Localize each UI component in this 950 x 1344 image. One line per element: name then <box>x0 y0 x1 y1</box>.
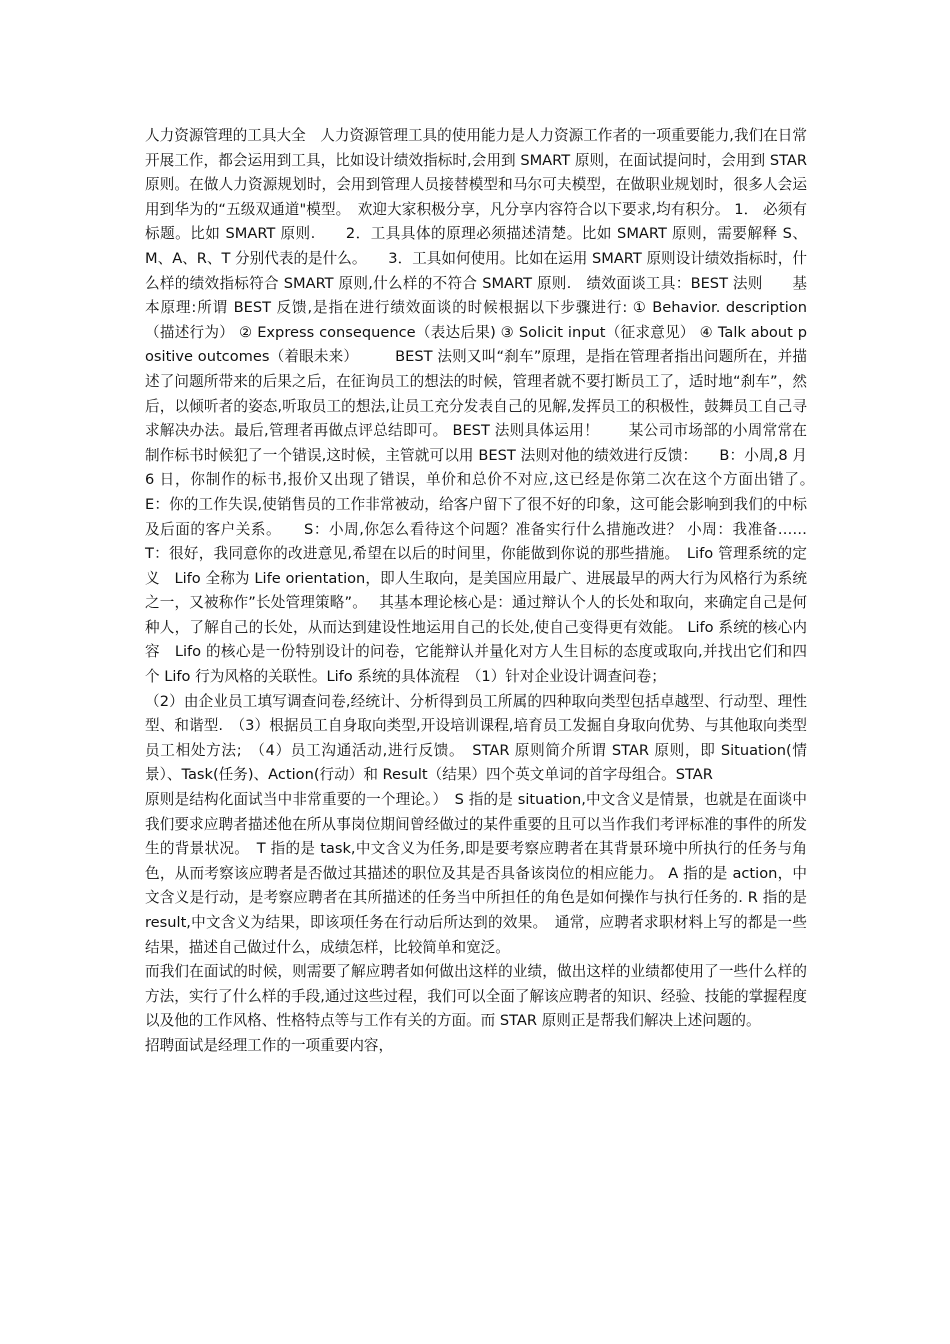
paragraph-3: 原则是结构化面试当中非常重要的一个理论。） S 指的是 situation,中文含义是情景，也就是在面谈中我们要求应聘者描述他在所从事岗位期间曾经做过的某件重要的且可以当作我们考评标准的事件的所发生的背景状况。 T 指的是 task,中文含义为任务,即是要考察应聘者在其背景环境中所执行的任务与角色，从而考察该应聘者是否做过其描述的职位及其是否具备该岗位的相应能力。 A 指的是 action，中文含义是行动，是考察应聘者在其所描述的任务当中所担任的角色是如何操作与执行任务的. R 指的是 result,中文含义为结果，即该项任务在行动后所达到的效果。 通常，应聘者求职材料上写的都是一些结果，描述自己做过什么，成绩怎样，比较简单和宽泛。 <box>145 791 807 956</box>
paragraph-5: 招聘面试是经理工作的一项重要内容， <box>145 1036 394 1054</box>
document-body <box>145 124 837 1059</box>
paragraph-2: （2）由企业员工填写调查问卷,经统计、分析得到员工所属的四种取向类型包括卓越型、行动型、理性型、和谐型. （3）根据员工自身取向类型,开设培训课程,培育员工发掘自身取向优势、与其他取向类型员工相处方法; （4）员工沟通活动,进行反馈。 STAR 原则简介所谓 STAR 原则，即 Situation(情景）、Task(任务)、Action(行动）和 Result（结果）四个英文单词的首字母组合。STAR <box>145 692 807 784</box>
paragraph-1: 人力资源管理的工具大全 人力资源管理工具的使用能力是人力资源工作者的一项重要能力,我们在日常开展工作，都会运用到工具，比如设计绩效指标时,会用到 SMART 原则，在面试提问时，会用到 STAR 原则。在做人力资源规划时，会用到管理人员接替模型和马尔可夫模型，在做职业规划时，很多人会运用到华为的“五级双通道"模型。 欢迎大家积极分享，凡分享内容符合以下要求,均有积分。 1． 必须有标题。比如 SMART 原则. 2．工具具体的原理必须描述清楚。比如 SMART 原则，需要解释 S、M、A、R、T 分别代表的是什么。 3．工具如何使用。比如在运用 SMART 原则设计绩效指标时，什么样的绩效指标符合 SMART 原则,什么样的不符合 SMART 原则. 绩效面谈工具：BEST 法则 基本原理:所谓 BEST 反馈,是指在进行绩效面谈的时候根据以下步骤进行: ① Behavior. description （描述行为） ② Express consequence（表达后果) ③ Solicit input（征求意见） ④ Talk about positive outcomes（着眼未来） BEST 法则又叫“刹车”原理，是指在管理者指出问题所在，并描述了问题所带来的后果之后，在征询员工的想法的时候，管理者就不要打断员工了，适时地“刹车”，然后，以倾听者的姿态,听取员工的想法,让员工充分发表自己的见解,发挥员工的积极性，鼓舞员工自己寻求解决办法。最后,管理者再做点评总结即可。 BEST 法则具体运用！ 某公司市场部的小周常常在制作标书时候犯了一个错误,这时候，主管就可以用 BEST 法则对他的绩效进行反馈： B：小周,8 月 6 日，你制作的标书,报价又出现了错误，单价和总价不对应,这已经是你第二次在这个方面出错了。 E：你的工作失误,使销售员的工作非常被动，给客户留下了很不好的印象，这可能会影响到我们的中标及后面的客户关系。 S：小周,你怎么看待这个问题？准备实行什么措施改进？ 小周：我准备…… T：很好，我同意你的改进意见,希望在以后的时间里，你能做到你说的那些措施。 Lifo 管理系统的定义 Lifo 全称为 Life orientation，即人生取向，是美国应用最广、进展最早的两大行为风格行为系统之一，又被称作”长处管理策略”。 其基本理论核心是：通过辩认个人的长处和取向，来确定自己是何种人，了解自己的长处，从而达到建设性地运用自己的长处,使自己变得更有效能。 Lifo 系统的核心内容 Lifo 的核心是一份特别设计的问卷，它能辩认并量化对方人生目标的态度或取向,并找出它们和四个 Lifo 行为风格的关联性。Lifo 系统的具体流程 （1）针对企业设计调查问卷； <box>145 127 837 686</box>
paragraph-4: 而我们在面试的时候，则需要了解应聘者如何做出这样的业绩，做出这样的业绩都使用了一些什么样的方法，实行了什么样的手段,通过这些过程，我们可以全面了解该应聘者的知识、经验、技能的掌握程度以及他的工作风格、性格特点等与工作有关的方面。而 STAR 原则正是帮我们解决上述问题的。 <box>145 963 807 1030</box>
